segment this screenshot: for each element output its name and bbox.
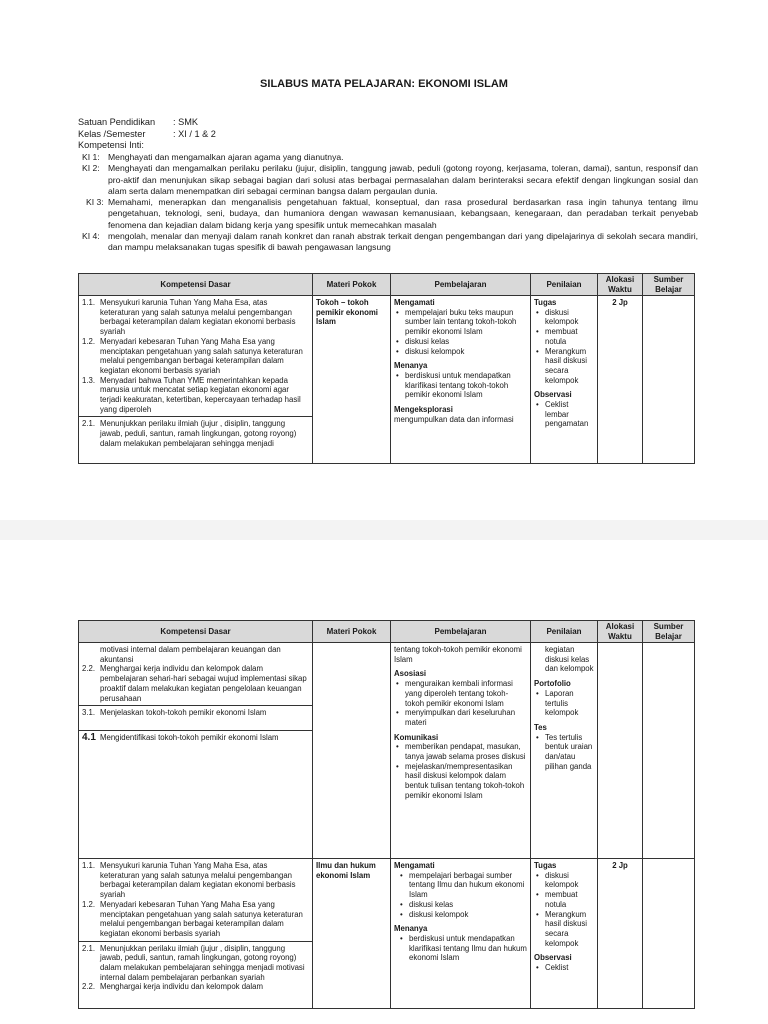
ki-list — [82, 152, 698, 254]
list-item: • Laporan tertulis kelompok — [545, 689, 594, 718]
table-header-row — [79, 621, 695, 643]
materi-cell — [313, 643, 391, 859]
pembelajaran-cell — [391, 296, 531, 464]
ki-item — [82, 163, 698, 197]
header-sumber-belajar: Sumber Belajar — [643, 621, 695, 643]
kd-text: Menghargai kerja individu dan kelompok dalam — [100, 982, 263, 992]
kd-text: Mensyukuri karunia Tuhan Yang Maha Esa, atas keteraturan yang salah satunya melalui pengembangan berbagai keterampilan dalam kegiatan ekonomi berbasis syariah — [100, 298, 296, 337]
subheading-menanya: Menanya — [394, 361, 428, 371]
header-materi-pokok: Materi Pokok — [313, 274, 391, 296]
list-item: • menyimpulkan dari keseluruhan materi — [405, 708, 527, 727]
kd-item — [82, 982, 309, 992]
subheading-komunikasi: Komunikasi — [394, 732, 439, 742]
header-materi-pokok: Materi Pokok — [313, 621, 391, 643]
table-row — [79, 296, 695, 464]
header-pembelajaran: Pembelajaran — [391, 621, 531, 643]
kd-number: 2.2. — [82, 982, 96, 992]
kd-item — [82, 376, 309, 415]
list-item: • membuat notula — [545, 327, 594, 346]
ki-text: mengolah, menalar dan menyaji dalam ranah konkret dan ranah abstrak terkait dengan pengembangan dari yang dipelajarinya di sekolah secara mandiri, dan mampu melaksanakan tugas spesifik di bawah pengawasan langsung — [108, 231, 698, 253]
document-page-2 — [0, 540, 768, 1024]
list-item: • berdiskusi untuk mendapatkan klarifikasi tentang Ilmu dan hukum ekonomi Islam — [409, 934, 527, 963]
kd-continuation: motivasi internal dalam pembelajaran keuangan dan akuntansi — [100, 645, 281, 664]
header-alokasi-waktu: Alokasi Waktu — [598, 621, 643, 643]
kd-item — [79, 705, 312, 718]
list-item: • mempelajari berbagai sumber tentang Ilmu dan hukum ekonomi Islam — [409, 871, 527, 900]
meta-kelas — [78, 129, 216, 141]
header-pembelajaran: Pembelajaran — [391, 274, 531, 296]
table-row — [79, 859, 695, 1009]
kd-text: Menunjukkan perilaku ilmiah (jujur , disiplin, tanggung jawab, peduli, santun, ramah lingkungan, gotong royong) dalam melakukan pembelajaran sehingga menjadi — [100, 419, 297, 448]
ki-text: Memahami, menerapkan dan menganalisis pengetahuan faktual, konseptual, dan rasa prosedural berdasarkan rasa ingin tahunya tentang ilmu pengetahuan, teknologi, seni, budaya, dan humaniora dengan wawasan kemanusiaan, kebangsaan, kenegaraan, dan peradaban terkait penyebab fenomena dan kejadian dalam bidang kerja yang spesifik untuk memecahkan masalah — [108, 197, 698, 230]
header-alokasi-waktu: Alokasi Waktu — [598, 274, 643, 296]
subheading-menanya: Menanya — [394, 924, 428, 934]
kd-text: Mensyukuri karunia Tuhan Yang Maha Esa, atas keteraturan yang salah satunya melalui pengembangan berbagai keterampilan dalam kegiatan ekonomi berbasis syariah — [100, 861, 296, 900]
header-kompetensi-dasar: Kompetensi Dasar — [79, 274, 313, 296]
alokasi-cell: 2 Jp — [598, 859, 643, 1009]
meta-label: Kelas /Semester — [78, 128, 146, 139]
list-item: • diskusi kelas — [405, 337, 527, 347]
meta-value: : SMK — [173, 117, 199, 127]
materi-cell: Ilmu dan hukum ekonomi Islam — [313, 859, 391, 1009]
sumber-cell — [643, 643, 695, 859]
list-item: • diskusi kelompok — [545, 871, 594, 890]
bullet-list — [394, 742, 527, 800]
kd-cell — [79, 643, 313, 859]
kd-number: 1.2. — [82, 899, 96, 909]
paragraph: mengumpulkan data dan informasi — [394, 414, 514, 424]
bullet-list — [534, 689, 594, 718]
kd-text: Menjelaskan tokoh-tokoh pemikir ekonomi Islam — [100, 708, 267, 718]
kd-number: 1.2. — [82, 336, 96, 346]
subheading-tugas: Tugas — [534, 298, 557, 307]
kd-item — [82, 298, 309, 337]
kd-number: 2.1. — [82, 943, 96, 953]
list-item: • membuat notula — [545, 890, 594, 909]
header-kompetensi-dasar: Kompetensi Dasar — [79, 621, 313, 643]
header-sumber-belajar: Sumber Belajar — [643, 274, 695, 296]
list-item: • Ceklist lembar pengamatan — [545, 400, 594, 429]
ki-key: KI 2: — [82, 163, 100, 174]
ki-key: KI 4: — [82, 231, 100, 242]
list-item: • memberikan pendapat, masukan, tanya jawab selama proses diskusi — [405, 742, 527, 761]
subheading-asosiasi: Asosiasi — [394, 669, 427, 679]
kd-number: 4.1 — [82, 731, 96, 743]
kd-number: 2.1. — [82, 419, 96, 429]
subheading-observasi: Observasi — [534, 953, 572, 963]
kd-text: Menunjukkan perilaku ilmiah (jujur , disiplin, tanggung jawab, peduli, santun, ramah lingkungan, gotong royong) dalam melakukan pembelajaran sehingga menjadi motivasi internal dalam pembelajaran perbankan syariah — [100, 943, 305, 982]
subheading-tes: Tes — [534, 722, 547, 732]
paragraph: kegiatan diskusi kelas dan kelompok — [545, 645, 594, 674]
sumber-cell — [643, 859, 695, 1009]
bullet-list — [394, 308, 527, 357]
ki-item — [82, 231, 698, 254]
subheading-mengamati: Mengamati — [394, 298, 435, 307]
kd-text: Menyadari bahwa Tuhan YME memerintahkan kepada manusia untuk mencatat setiap kegiatan ekonomi agar terjadi keakuratan, ketertiban, kepercayaan terhadap hasil yang diperoleh — [100, 375, 301, 414]
kd-item — [82, 664, 309, 703]
bullet-list — [534, 963, 594, 973]
bullet-list — [534, 733, 594, 772]
header-penilaian: Penilaian — [531, 274, 598, 296]
kd-item — [79, 941, 312, 983]
subheading-tugas: Tugas — [534, 861, 557, 870]
document-title: SILABUS MATA PELAJARAN: EKONOMI ISLAM — [260, 78, 508, 90]
paragraph: tentang tokoh-tokoh pemikir ekonomi Islam — [394, 645, 522, 664]
kd-item — [79, 416, 312, 448]
subheading-mengamati: Mengamati — [394, 861, 435, 870]
ki-text: Menghayati dan mengamalkan ajaran agama yang dianutnya. — [108, 152, 344, 162]
kd-text: Menghargai kerja individu dan kelompok dalam pembelajaran sehari-hari sebagai wujud implementasi sikap proaktif dalam melakukan kegiatan pengelolaan keuangan perusahaan — [100, 664, 307, 703]
pembelajaran-cell — [391, 643, 531, 859]
kd-number: 1.3. — [82, 375, 96, 385]
list-item: • menguraikan kembali informasi yang diperoleh tentang tokoh-tokoh pemikir ekonomi Islam — [405, 679, 527, 708]
penilaian-cell — [531, 643, 598, 859]
kd-item — [79, 730, 312, 743]
subheading-portofolio: Portofolio — [534, 679, 571, 689]
ki-item — [82, 197, 698, 231]
pembelajaran-cell — [391, 859, 531, 1009]
table-row — [79, 643, 695, 859]
bullet-list — [394, 871, 527, 920]
bullet-list — [534, 400, 594, 429]
meta-kompetensi — [78, 140, 144, 152]
meta-label: Satuan Pendidikan — [78, 117, 156, 127]
penilaian-cell — [531, 296, 598, 464]
ki-text: Menghayati dan mengamalkan perilaku perilaku (jujur, disiplin, tanggung jawab, peduli (gotong royong, kerjasama, toleran, damai), santun, responsif dan pro-aktif dan menunjukan sikap sebagai bagian dari solusi atas berbagai permasalahan dalam berinteraksi secara efektif dengan lingkungan sosial dan alam serta dalam menempatkan diri sebagai cerminan bangsa dalam pergaulan dunia. — [108, 163, 698, 196]
list-item: • Merangkum hasil diskusi secara kelompok — [545, 910, 594, 949]
list-item: • Merangkum hasil diskusi secara kelompok — [545, 347, 594, 386]
kd-cell — [79, 859, 313, 1009]
list-item: • Ceklist — [545, 963, 594, 973]
bullet-list — [394, 934, 527, 963]
bullet-list — [394, 371, 527, 400]
list-item: • berdiskusi untuk mendapatkan klarifikasi tentang tokoh-tokoh pemikir ekonomi Islam — [405, 371, 527, 400]
list-item: • diskusi kelompok — [409, 910, 527, 920]
subheading-observasi: Observasi — [534, 390, 572, 400]
ki-item — [82, 152, 698, 163]
kd-text: Mengidentifikasi tokoh-tokoh pemikir ekonomi Islam — [100, 732, 279, 742]
alokasi-cell: 2 Jp — [598, 296, 643, 464]
kd-item — [82, 337, 309, 376]
subheading-mengeksplorasi: Mengeksplorasi — [394, 405, 453, 415]
bullet-list — [394, 679, 527, 728]
list-item: • mempelajari buku teks maupun sumber lain tentang tokoh-tokoh pemikir ekonomi Islam — [405, 308, 527, 337]
kd-text: Menyadari kebesaran Tuhan Yang Maha Esa yang menciptakan pengetahuan yang salah satunya keteraturan melalui pengembangan berbagai keterampilan dalam kegiatan ekonomi berbasis syariah — [100, 899, 303, 938]
kd-number: 3.1. — [82, 708, 96, 718]
kd-cell — [79, 296, 313, 464]
header-penilaian: Penilaian — [531, 621, 598, 643]
kd-number: 1.1. — [82, 298, 96, 307]
meta-label: Kompetensi Inti: — [78, 140, 144, 150]
kd-number: 2.2. — [82, 664, 96, 674]
syllabus-table-2 — [78, 620, 695, 1009]
bullet-list — [534, 871, 594, 949]
meta-value: : XI / 1 & 2 — [173, 128, 216, 139]
ki-key: KI 3: — [86, 197, 104, 208]
list-item: • Tes tertulis bentuk uraian dan/atau pilihan ganda — [545, 733, 594, 772]
kd-item — [82, 861, 309, 900]
list-item: • diskusi kelompok — [545, 308, 594, 327]
kd-text: Menyadari kebesaran Tuhan Yang Maha Esa yang menciptakan pengetahuan yang salah satunya keteraturan melalui pengembangan berbagai keterampilan dalam kegiatan ekonomi berbasis syariah — [100, 336, 303, 375]
meta-satuan — [78, 117, 198, 129]
alokasi-cell — [598, 643, 643, 859]
list-item: • mejelaskan/mempresentasikan hasil diskusi kelompok dalam bentuk tulisan tentang tokoh-tokoh pemikir ekonomi Islam — [405, 762, 527, 801]
syllabus-table-1 — [78, 273, 695, 464]
table-header-row — [79, 274, 695, 296]
ki-key: KI 1: — [82, 152, 100, 162]
page-gap — [0, 520, 768, 540]
sumber-cell — [643, 296, 695, 464]
list-item: • diskusi kelas — [409, 900, 527, 910]
kd-item — [82, 900, 309, 939]
kd-number: 1.1. — [82, 861, 96, 870]
penilaian-cell — [531, 859, 598, 1009]
bullet-list — [534, 308, 594, 386]
list-item: • diskusi kelompok — [405, 347, 527, 357]
materi-cell: Tokoh – tokoh pemikir ekonomi Islam — [313, 296, 391, 464]
